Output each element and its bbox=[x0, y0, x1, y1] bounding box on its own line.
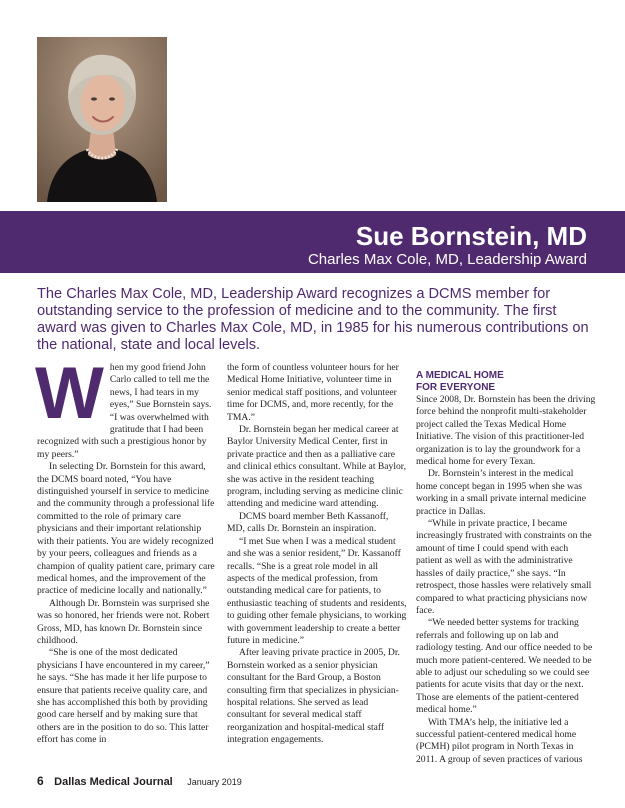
section-heading-line: FOR EVERYONE bbox=[416, 382, 496, 393]
article-column-2 bbox=[227, 362, 407, 747]
article-column-3 bbox=[416, 362, 596, 766]
paragraph: Although Dr. Bornstein was surprised she was so honored, her friends were not. Robert Gross, MD, has known Dr. Bornstein since childhood. bbox=[37, 597, 210, 646]
intro-paragraph: The Charles Max Cole, MD, Leadership Award recognizes a DCMS member for outstanding service to the profession of medicine and to the community. The first award was given to Charles Max Cole, MD, in 1985 for his numerous contributions on the national, state and local levels. bbox=[37, 286, 589, 353]
issue-date: January 2019 bbox=[187, 777, 242, 787]
paragraph: “I met Sue when I was a medical student and she was a senior resident,” Dr. Kassanoff recalls. “She is a great role model in all aspects of the medical profession, from outstanding medical care for patients, to enthusiastic teaching of students and residents, to guiding other female physicians, to working with government leadership to create a better future in medicine.” bbox=[227, 535, 407, 646]
paragraph: “While in private practice, I became increasingly frustrated with constraints on the amount of time I could spend with each patient as well as with the administrative hassles of daily practice,” she says. “In retrospect, those hassles were relatively small compared to what practicing physicians now face. bbox=[416, 518, 592, 616]
paragraph: “We needed better systems for tracking referrals and following up on lab and radiology testing. And our office needed to be much more patient-centered. We needed to be able to adjust our scheduling so we could see patients for acute visits that day or the next. Those are elements of the patient-centered medical home.” bbox=[416, 617, 593, 716]
paragraph: DCMS board member Beth Kassanoff, MD, calls Dr. Bornstein an inspiration. bbox=[227, 510, 389, 535]
section-heading-line: A MEDICAL HOME bbox=[416, 370, 504, 381]
paragraph: Dr. Bornstein began her medical career at Baylor University Medical Center, first in private practice and then as a palliative care and clinical ethics consultant. While at Baylor, she was active in the resident teaching program, including serving as medicine clinic attending and medicine ward attending. bbox=[227, 424, 407, 510]
page-number: 6 bbox=[37, 774, 44, 788]
journal-name: Dallas Medical Journal bbox=[54, 776, 173, 788]
section-heading bbox=[416, 370, 596, 394]
paragraph: Since 2008, Dr. Bornstein has been the driving force behind the nonprofit multi-stakeholder project called the Texas Medical Home Initiative. The vision of this practitioner-led organization is to lay the groundwork for a medical home for every Texan. bbox=[416, 394, 596, 468]
article-column-1 bbox=[35, 353, 217, 747]
paragraph: Dr. Bornstein’s interest in the medical home concept began in 1995 when she was working in a small private internal medicine practice in Dallas. bbox=[416, 468, 586, 517]
page-footer bbox=[37, 772, 242, 790]
paragraph: In selecting Dr. Bornstein for this award, the DCMS board noted, “You have distinguished yourself in service to medicine and the community through a professional life committed to the role of primary care physicians and their important relationship with their patients. You are widely recognized by your peers, colleagues and friends as a champion of quality patient care, primary care medical homes, and the improvement of the practice of medicine locally and nationally.” bbox=[37, 461, 215, 597]
title-banner bbox=[0, 211, 625, 273]
portrait-photo bbox=[37, 37, 167, 202]
paragraph: the form of countless volunteer hours for her Medical Home Initiative, volunteer time in senior medical staff positions, and volunteer time for DCMS, and, more recently, for the TMA.” bbox=[227, 362, 399, 423]
award-name: Charles Max Cole, MD, Leadership Award bbox=[307, 251, 587, 268]
paragraph: hen my good friend John Carlo called to tell me the news, I had tears in my eyes,” Sue Bornstein says. “I was overwhelmed with gratitude that I had been recognized with such a prestigious honor by my peers.” bbox=[37, 362, 212, 460]
paragraph: With TMA’s help, the initiative led a successful patient-centered medical home (PCMH) pilot program in North Texas in 2011. A group of seven practices of various bbox=[416, 716, 583, 765]
honoree-name: Sue Bornstein, MD bbox=[355, 221, 587, 251]
paragraph: After leaving private practice in 2005, Dr. Bornstein worked as a senior physician consultant for the Bard Group, a Boston consulting firm that specializes in physician-hospital relations. She served as lead consultant for several medical staff reorganization and hospital-medical staff integration engagements. bbox=[227, 647, 400, 746]
drop-cap: W bbox=[35, 353, 104, 434]
paragraph: “She is one of the most dedicated physicians I have encountered in my career,” he says. “She has made it her life purpose to ensure that patients receive quality care, and she has accomplished this both by providing good care herself and by making sure that others are in the position to do so. This latter effort has come in bbox=[37, 647, 210, 746]
